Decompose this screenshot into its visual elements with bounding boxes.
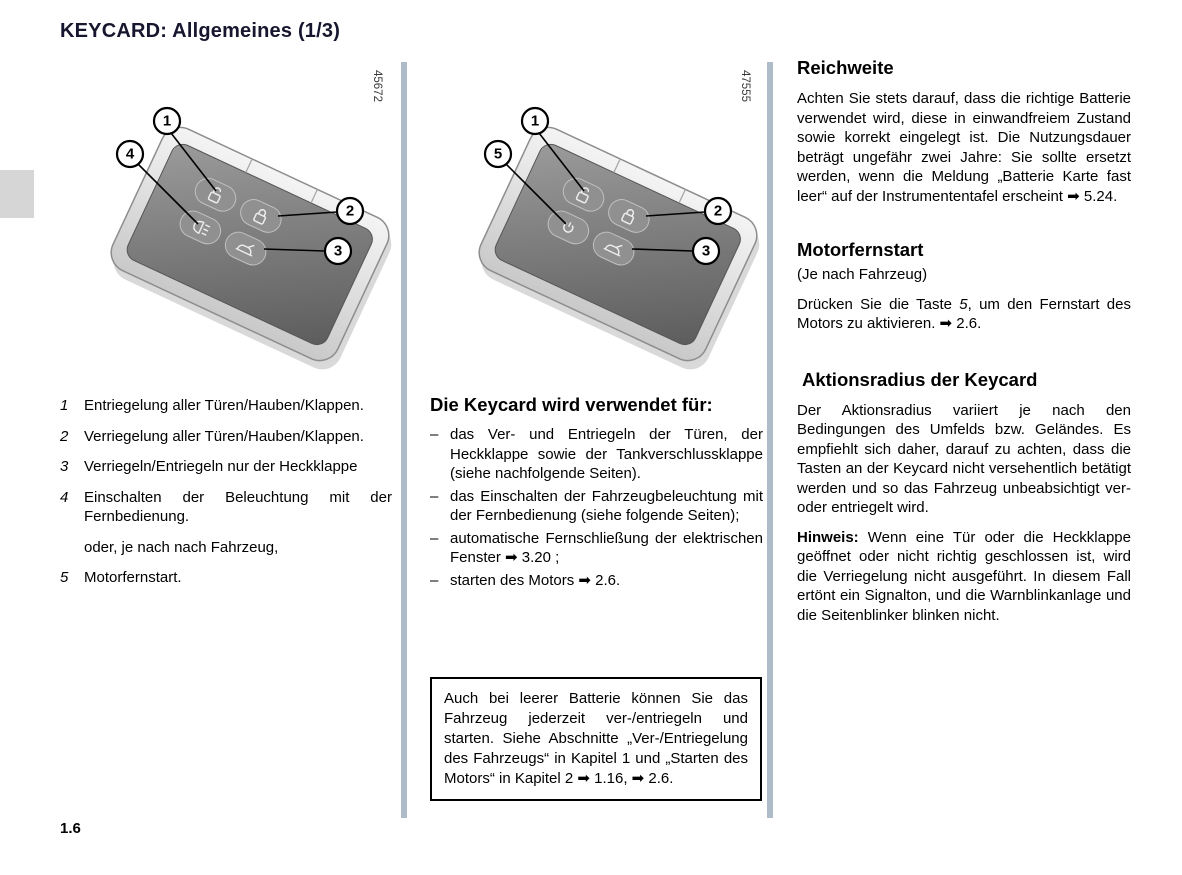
figure-ref-number: 47555: [739, 70, 751, 102]
section-spacer: [797, 344, 1131, 368]
callout-4: [117, 141, 143, 167]
svg-text:3: 3: [701, 242, 711, 260]
svg-text:4: 4: [125, 145, 135, 163]
legend-item-number: 3: [60, 458, 69, 475]
chapter-edge-tab: [0, 170, 34, 218]
bullet-text: das Ver- und Entriegeln der Türen, der Heckklappe sowie der Tankverschlussklappe (siehe nachfolgende Seiten).: [450, 426, 763, 482]
battery-note-box: [430, 677, 762, 801]
usage-section: [430, 394, 763, 593]
legend-item: [60, 457, 392, 477]
svg-text:1: 1: [530, 112, 540, 130]
column-divider-left: [401, 62, 407, 818]
svg-text:5: 5: [493, 145, 503, 163]
legend-item: [60, 488, 392, 527]
figure-legend: [60, 396, 392, 599]
bullet-text: starten des Motors ➡ 2.6.: [450, 571, 621, 589]
bullet-text: automatische Fernschließung der elektrischen Fenster ➡ 3.20 ;: [450, 529, 763, 566]
usage-bullet-item: [430, 425, 763, 484]
hinweis-body: Wenn eine Tür oder die Heckklappe geöffnet oder nicht richtig geschlossen ist, wird die Verriegelung nicht ausgeführt. In diesem Fall ertönt ein Signalton, und die Warnblinkanlage und die Seitenblinker blinken nicht.: [797, 528, 1131, 624]
bullet-dash: –: [430, 487, 439, 505]
section-heading-motorfernstart: Motorfernstart: [797, 239, 924, 261]
motorfernstart-body: [797, 295, 1131, 334]
legend-item-text: Verriegeln/Entriegeln nur der Heckklappe: [84, 458, 358, 475]
usage-bullet-item: [430, 529, 763, 568]
keycard-figure-2: [418, 64, 763, 394]
callout-3: [693, 238, 719, 264]
bullet-text: das Einschalten der Fahrzeugbeleuchtung mit der Fernbedienung (siehe folgende Seiten);: [450, 487, 763, 524]
legend-item-number: 5: [60, 569, 69, 586]
motorfernstart-body-post: , um den Fernstart des Motors zu aktivieren. ➡ 2.6.: [797, 295, 1131, 333]
legend-item: [60, 396, 392, 416]
legend-item-text: Motorfernstart.: [84, 569, 182, 586]
legend-item-text: Entriegelung aller Türen/Hauben/Klappen.: [84, 397, 364, 414]
svg-text:1: 1: [162, 112, 172, 130]
callout-2: [705, 198, 731, 224]
legend-item-number: 2: [60, 427, 69, 445]
usage-bullet-item: [430, 571, 763, 591]
page-title: KEYCARD: Allgemeines (1/3): [60, 20, 341, 42]
legend-item-number: 4: [60, 488, 69, 506]
right-column: [797, 56, 1131, 635]
page-number: 1.6: [60, 820, 81, 837]
svg-text:2: 2: [345, 202, 355, 220]
callout-1: [522, 108, 548, 134]
section-spacer: [797, 216, 1131, 238]
legend-item: [60, 427, 392, 447]
callout-1: [154, 108, 180, 134]
section-heading-reichweite: Reichweite: [797, 57, 894, 78]
svg-text:2: 2: [713, 202, 723, 220]
aktionsradius-note: [797, 528, 1131, 626]
keycard-figure-1: [50, 64, 395, 394]
keycard-figure-2-svg: [418, 64, 763, 394]
callout-2: [337, 198, 363, 224]
figure-ref-number: 45672: [371, 70, 383, 102]
legend-item-continuation: [60, 538, 392, 558]
legend-item-text: Verriegelung aller Türen/Hauben/Klappen.: [84, 427, 364, 445]
bullet-dash: –: [430, 529, 439, 547]
aktionsradius-body: Der Aktionsradius variiert je nach den Bedingungen des Umfelds bzw. Geländes. Es empfiehlt sich daher, darauf zu achten, dass die Tasten an der Keycard nicht versehentlich betätigt werden und so das Fahrzeug unbeabsichtigt ver- oder entriegelt wird.: [797, 401, 1131, 517]
callout-3: [325, 238, 351, 264]
motorfernstart-button-ref: 5: [959, 295, 968, 313]
motorfernstart-body-pre: Drücken Sie die Taste: [797, 295, 960, 313]
legend-item: [60, 568, 392, 588]
keycard-figure-1-svg: [50, 64, 395, 394]
hinweis-label: Hinweis:: [797, 528, 859, 546]
legend-item-text: oder, je nach nach Fahrzeug,: [84, 538, 279, 556]
usage-heading: Die Keycard wird verwendet für:: [430, 394, 713, 415]
column-divider-right: [767, 62, 773, 818]
usage-bullet-item: [430, 487, 763, 526]
svg-text:3: 3: [333, 242, 343, 260]
reichweite-body: Achten Sie stets darauf, dass die richtige Batterie verwendet wird, diese in einwandfreiem Zustand sowie korrekt eingelegt ist. Die Nutzungsdauer beträgt ungefähr zwei Jahre: Sie sollte ersetzt werden, wenn die Meldung „Batterie Karte fast leer“ auf der Instrumententafel erscheint ➡ 5.24.: [797, 90, 1131, 205]
section-heading-aktionsradius: Aktionsradius der Keycard: [802, 368, 1038, 390]
callout-5: [485, 141, 511, 167]
legend-item-text: Einschalten der Beleuchtung mit der Fernbedienung.: [84, 488, 392, 525]
bullet-dash: –: [430, 571, 439, 589]
bullet-dash: –: [430, 426, 439, 443]
legend-item-number: 1: [60, 397, 69, 414]
legend-item-number: [60, 538, 84, 558]
motorfernstart-subheading: (Je nach Fahrzeug): [797, 266, 928, 284]
battery-note-text: Auch bei leerer Batterie können Sie das Fahrzeug jederzeit ver-/entriegeln und starten. Siehe Abschnitte „Ver-/Entriegelung des Fahrzeugs“ in Kapitel 1 und „Starten des Motors“ in Kapitel 2 ➡ 1.16, ➡ 2.6.: [444, 690, 748, 787]
